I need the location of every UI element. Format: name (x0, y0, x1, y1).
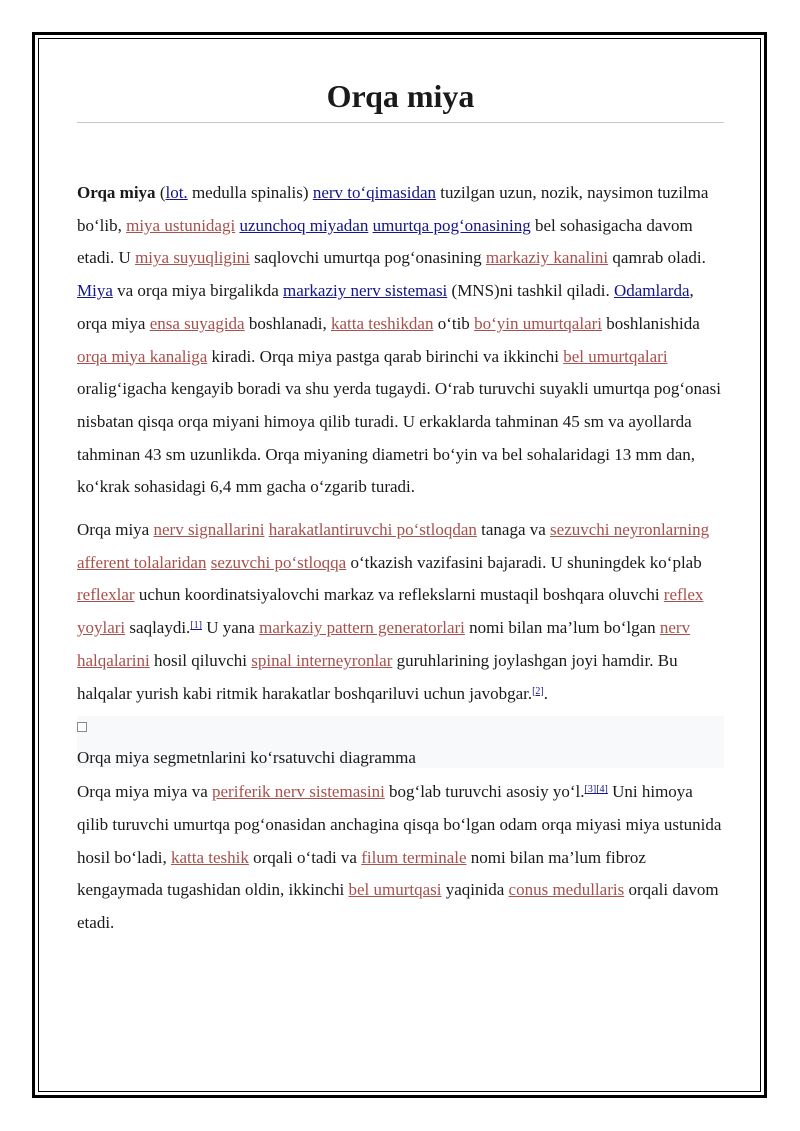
link-markaziy-kanalini[interactable]: markaziy kanalini (485, 248, 609, 268)
footnote-ref (585, 784, 597, 795)
text-run: tanaga va (476, 520, 551, 540)
link-sezuvchi-neyronlarning[interactable]: sezuvchi neyronlarning (550, 520, 710, 540)
link-miya-ustunidagi[interactable]: miya ustunidagi (126, 215, 236, 235)
page-title: Orqa miya (77, 72, 724, 123)
link-reflexlar[interactable]: reflexlar (77, 585, 135, 605)
text-run: hosil qiluvchi (149, 650, 252, 670)
text-run: Uni himoya qilib turuvchi umurtqa pog‘onasidan anchagina qisqa bo‘lgan odam orqa miyasi miya ustunida hosil bo‘ladi, (77, 782, 722, 867)
text-run: boshlanadi, (244, 313, 331, 333)
paragraph-function (77, 514, 724, 710)
footnote-link[interactable]: [1] (190, 620, 202, 632)
text-run: o‘tkazish vazifasini bajaradi. U shuningdek ko‘plab (346, 552, 702, 572)
text-run: nomi bilan ma’lum bo‘lgan (464, 618, 660, 638)
text-run: (MNS)ni tashkil qiladi. (447, 281, 614, 301)
text-run: boshlanishida (602, 313, 700, 333)
text-run: medulla spinalis) (187, 183, 313, 202)
link-umurtqa-pog-onasining[interactable]: umurtqa pog‘onasining (372, 215, 531, 235)
text-run: kiradi. Orqa miya pastga qarab birinchi va ikkinchi (207, 346, 564, 366)
link-markaziy-pattern-generatorlari[interactable]: markaziy pattern generatorlari (259, 618, 465, 638)
bold-term: Orqa miya (77, 183, 156, 202)
text-run: uchun koordinatsiyalovchi markaz va reflekslarni mustaqil boshqara oluvchi (134, 585, 664, 605)
text-run: nomi bilan ma’lum fibroz kengaymada tugashidan oldin, ikkinchi (77, 847, 646, 900)
link-miya-suyuqligini[interactable]: miya suyuqligini (135, 248, 250, 268)
link-miya[interactable]: Miya (77, 281, 113, 301)
link-nerv-halqalarini[interactable]: nerv halqalarini (77, 618, 691, 670)
text-run: bel sohasigacha davom etadi. U (77, 215, 693, 268)
text-run: , orqa miya (77, 281, 694, 333)
text-run: tuzilgan uzun, nozik, naysimon tuzilma bo‘lib, (77, 183, 709, 235)
text-run: oralig‘igacha kengayib boradi va shu yerda tugaydi. O‘rab turuvchi suyakli umurtqa pog‘onasi nisbatan qisqa orqa miyani himoya qilib turadi. U erkaklarda tahminan 45 sm va ayollarda tahminan 43 sm uzunlikda. Orqa miyaning diametri bo‘yin va bel sohalaridagi 13 mm dan, ko‘krak sohasidagi 6,4 mm gacha o‘zgarib turadi. (77, 379, 721, 497)
text-run: guruhlarining joylashgan joyi hamdir. Bu halqalar yurish kabi ritmik harakatlar boshqariluvi uchun javobgar. (77, 650, 678, 703)
text-run: o‘tib (433, 313, 475, 333)
text-run: saqlaydi. (125, 618, 191, 638)
footnote-link[interactable]: [3] (584, 784, 597, 796)
link-odamlarda[interactable]: Odamlarda (613, 281, 690, 301)
link-afferent-tolalaridan[interactable]: afferent tolalaridan (77, 552, 207, 572)
link-nerv-signallarini[interactable]: nerv signallarini (153, 520, 265, 540)
text-run: Orqa miya miya va (77, 782, 213, 802)
paragraph-intro (77, 177, 724, 504)
link-bel-umurtqalari[interactable]: bel umurtqalari (563, 346, 668, 366)
footnote-link[interactable]: [4] (596, 784, 608, 796)
link-periferik-nerv-sistemasini[interactable]: periferik nerv sistemasini (212, 782, 385, 802)
link-bel-umurtqasi[interactable]: bel umurtqasi (348, 880, 442, 900)
figure (77, 716, 724, 768)
footnote-ref (532, 686, 544, 697)
link-conus-medullaris[interactable]: conus medullaris (508, 880, 625, 900)
link-nerv-to-qimasidan[interactable]: nerv to‘qimasidan (312, 183, 437, 202)
link-uzunchoq-miyadan[interactable]: uzunchoq miyadan (239, 215, 369, 235)
link-ensa-suyagida[interactable]: ensa suyagida (149, 313, 245, 333)
link-katta-teshikdan[interactable]: katta teshikdan (331, 313, 434, 333)
text-run: yaqinida (441, 880, 509, 900)
link-sezuvchi-po-stloqqa[interactable]: sezuvchi po‘stloqqa (210, 552, 347, 572)
link-lot[interactable]: lot. (165, 183, 188, 202)
figure-caption: Orqa miya segmetnlarini ko‘rsatuvchi diagramma (77, 748, 416, 768)
text-run: ( (155, 183, 166, 202)
link-filum-terminale[interactable]: filum terminale (361, 847, 467, 867)
text-run: orqali o‘tadi va (248, 847, 362, 867)
text-run: va orqa miya birgalikda (112, 281, 283, 301)
text-run: qamrab oladi. (608, 248, 706, 268)
link-reflex-yoylari[interactable]: reflex yoylari (77, 585, 704, 638)
text-run: . (543, 683, 549, 703)
text-run: U yana (201, 618, 260, 638)
link-spinal-interneyronlar[interactable]: spinal interneyronlar (251, 650, 393, 670)
paragraph-structure (77, 776, 724, 940)
broken-image-icon (77, 722, 87, 732)
footnote-ref (190, 620, 202, 631)
text-run: orqali davom etadi. (77, 880, 719, 933)
footnote-link[interactable]: [2] (532, 685, 544, 697)
text-run: bog‘lab turuvchi asosiy yo‘l. (384, 782, 585, 802)
link-bo-yin-umurtqalari[interactable]: bo‘yin umurtqalari (474, 313, 603, 333)
text-run: saqlovchi umurtqa pog‘onasining (249, 248, 486, 268)
link-orqa-miya-kanaliga[interactable]: orqa miya kanaliga (77, 346, 208, 366)
link-katta-teshik[interactable]: katta teshik (170, 847, 249, 867)
footnote-ref (596, 784, 608, 795)
link-harakatlantiruvchi-po-stloqdan[interactable]: harakatlantiruvchi po‘stloqdan (268, 520, 477, 540)
article (77, 72, 724, 940)
text-run: Orqa miya (77, 520, 154, 540)
link-markaziy-nerv-sistemasi[interactable]: markaziy nerv sistemasi (283, 281, 448, 301)
